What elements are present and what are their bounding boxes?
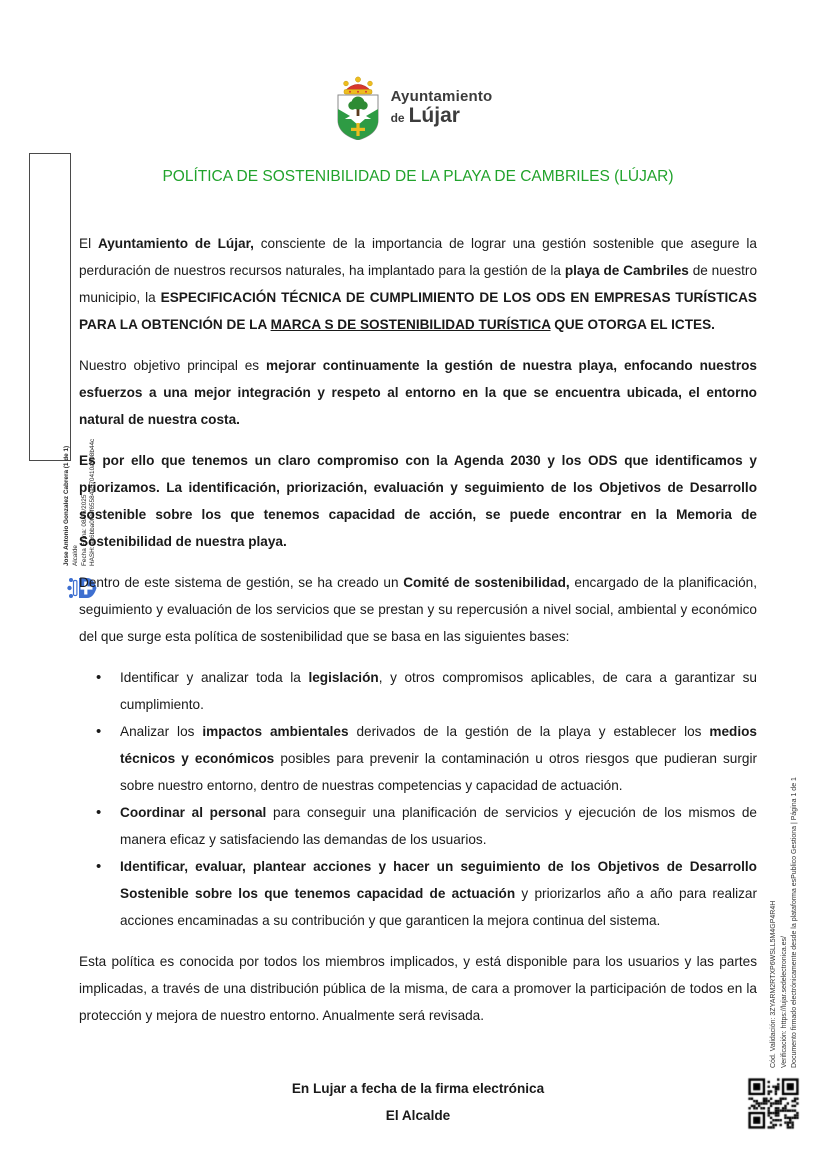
verification-url: Verificación: https://lujar.sedelectronica.es/ xyxy=(780,936,788,1068)
list-item: • Analizar los impactos ambientales derivados de la gestión de la playa y establecer los medios técnicos y económicos posibles para prevenir la contaminación u otros riesgos que pudieran surgir sobre nuestro entorno, dentro de nuestras competencias y capacidad de actuación. xyxy=(79,718,757,799)
paragraph-comite: Dentro de este sistema de gestión, se ha creado un Comité de sostenibilidad, encargado de la planificación, seguimiento y evaluación de los servicios que se prestan y su repercusión a nivel social, ambiental y económico del que surge esta política de sostenibilidad que se basa en las siguientes bases: xyxy=(79,575,757,644)
qr-code xyxy=(746,1076,801,1131)
paragraph-objective: Nuestro objetivo principal es mejorar continuamente la gestión de nuestra playa, enfocando nuestros esfuerzos a una mejor integración y respeto al entorno en la que se encuentra ubicada, el entorno natural de nuestra costa. xyxy=(79,358,757,427)
list-item: • Coordinar al personal para conseguir una planificación de servicios y ejecución de los mismos de manera eficaz y satisfaciendo las demandas de los usuarios. xyxy=(79,799,757,853)
closing-block xyxy=(79,1075,757,1129)
validation-strip xyxy=(769,722,801,1068)
signer-name: Jose Antonio Gonzalez Cabrera (1 de 1) xyxy=(63,445,70,566)
platform-note: Documento firmado electrónicamente desde la plataforma esPublico Gestiona | Página 1 de 1 xyxy=(791,777,798,1068)
signature-date: Fecha Firma: 08/05/2025 xyxy=(80,494,88,566)
signature-hash: HASH: ac6bba0f86f65584a570410a908b44c xyxy=(89,438,97,566)
policy-bases-list xyxy=(79,664,757,934)
signature-strip xyxy=(29,153,97,566)
list-item: • Identificar y analizar toda la legislación, y otros compromisos aplicables, de cara a garantizar su cumplimiento. xyxy=(79,664,757,718)
municipality-name-de: de xyxy=(390,110,405,125)
paragraph-distribution: Esta política es conocida por todos los miembros implicados, y está disponible para los usuarios y las partes implicadas, a través de una distribución pública de la misma, de cara a promover la participación de todos en la protección y mejora de nuestro entorno. Anualmente será revisada. xyxy=(79,954,757,1023)
lujar-coat-of-arms-icon xyxy=(334,76,382,140)
closing-signer-line: El Alcalde xyxy=(385,1108,451,1123)
municipality-logo xyxy=(0,76,826,140)
municipality-name xyxy=(391,89,493,127)
paragraph-intro: El Ayuntamiento de Lújar, consciente de la importancia de lograr una gestión sostenible que asegure la perduración de nuestros recursos naturales, ha implantado para la gestión de la playa de Cambriles de nuestro municipio, la ESPECIFICACIÓN TÉCNICA DE CUMPLIMIENTO DE LOS ODS EN EMPRESAS TURÍSTICAS PARA LA OBTENCIÓN DE LA MARCA S DE SOSTENIBILIDAD TURÍSTICA QUE OTORGA EL ICTES. xyxy=(79,236,758,332)
paragraph-agenda2030: Es por ello que tenemos un claro compromiso con la Agenda 2030 y los ODS que identificamos y priorizamos. La identificación, priorización, evaluación y seguimiento de los Objetivos de Desarrollo sostenible sobre los que tenemos capacidad de acción, se puede encontrar en la Memoria de Sostenibilidad de nuestra playa. xyxy=(79,453,757,549)
municipality-name-lujar: Lújar xyxy=(408,103,460,127)
document-body xyxy=(79,168,757,1129)
validation-code: Cód. Validación: 3ZYARM2RTXP6WSLL5M4GP4R4H xyxy=(770,900,777,1068)
signer-role: Alcalde xyxy=(71,545,79,566)
closing-place-line: En Lujar a fecha de la firma electrónica xyxy=(291,1081,545,1096)
page-title: POLÍTICA DE SOSTENIBILIDAD DE LA PLAYA DE CAMBRILES (LÚJAR) xyxy=(162,168,674,185)
list-item: • Identificar, evaluar, plantear acciones y hacer un seguimiento de los Objetivos de Desarrollo Sostenible sobre los que tenemos capacidad de actuación y priorizarlos año a año para realizar acciones encaminadas a su contribución y que garanticen la mejora continua del sistema. xyxy=(79,853,757,934)
municipality-name-line1: Ayuntamiento xyxy=(390,88,493,106)
